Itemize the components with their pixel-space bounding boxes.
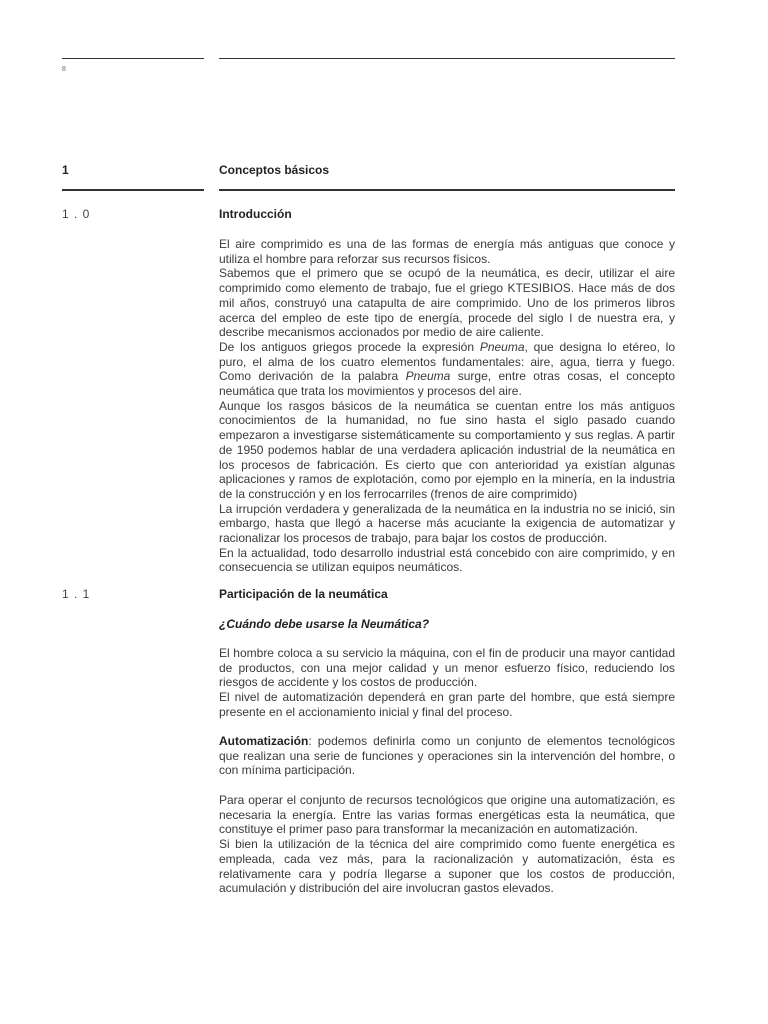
subheading: ¿Cuándo debe usarse la Neumática?: [219, 617, 430, 631]
paragraph: En la actualidad, todo desarrollo industrial está concebido con aire comprimido, y en consecuencia se utilizan equipos neumáticos.: [219, 545, 675, 575]
section-number: 1 . 1: [62, 587, 91, 601]
chapter-rule-left: [62, 189, 204, 191]
pneuma-term: Pneuma: [479, 339, 525, 354]
section-number: 1 . 0: [62, 207, 91, 221]
section-title: Participación de la neumática: [219, 587, 388, 601]
paragraph: El aire comprimido es una de las formas de energía más antiguas que conoce y utiliza el hombre para reforzar sus recursos físicos.: [219, 237, 675, 266]
section-body: [219, 793, 675, 896]
paragraph: El hombre coloca a su servicio la máquina, con el fin de producir una mayor cantidad de productos, con una mejor calidad y un menor esfuerzo físico, reduciendo los riesgos de accidente y los costos de producción.: [219, 646, 675, 690]
paragraph: El nivel de automatización dependerá en gran parte del hombre, que está siempre presente en el accionamiento inicial y final del proceso.: [219, 690, 675, 719]
chapter-title: Conceptos básicos: [219, 163, 330, 177]
pneuma-term: Pneuma: [405, 369, 451, 384]
section-title: Introducción: [219, 207, 292, 221]
paragraph: De los antiguos griegos procede la expresión Pneuma, que designa lo etéreo, lo puro, el alma de los cuatro elementos fundamentales: aire, agua, tierra y fuego. Como derivación de la palabra Pneuma surge, entre otras cosas, el concepto neumática que trata los movimientos y procesos del aire.: [219, 339, 675, 399]
paragraph: Aunque los rasgos básicos de la neumática se cuentan entre los más antiguos conocimientos de la humanidad, no fue sino hasta el siglo pasado cuando empezaron a investigarse sistemáticamente su comportamiento y sus reglas. A partir de 1950 podemos hablar de una verdadera aplicación industrial de la neumática en los procesos de fabricación. Es cierto que con anterioridad ya existían algunas aplicaciones y ramos de explotación, como por ejemplo en la minería, en la industria de la construcción y en los ferrocarriles (frenos de aire comprimido): [219, 398, 675, 501]
header-rule-left: [62, 58, 204, 59]
section-body: [219, 237, 675, 575]
paragraph: Sabemos que el primero que se ocupó de la neumática, es decir, utilizar el aire comprimido como elemento de trabajo, fue el griego KTESIBIOS. Hace más de dos mil años, construyó una catapulta de aire comprimido. Uno de los primeros libros acerca del empleo de este tipo de energía, procede del siglo I de nuestra era, y describe mecanismos accionados por medio de aire caliente.: [219, 266, 675, 340]
header-rule-right: [219, 58, 675, 59]
definition-paragraph: Automatización: podemos definirla como un conjunto de elementos tecnológicos que realizan una serie de funciones y operaciones sin la intervención del hombre, o con mínima participación.: [219, 734, 675, 778]
automatizacion-term: Automatización: [219, 734, 309, 748]
chapter-number: 1: [62, 163, 69, 177]
paragraph: Si bien la utilización de la técnica del aire comprimido como fuente energética es empleada, cada vez más, para la racionalización y automatización, ésta es relativamente cara y podría llegarse a suponer que los costos de producción, acumulación y distribución del aire involucran gastos elevados.: [219, 837, 675, 896]
paragraph: Para operar el conjunto de recursos tecnológicos que origine una automatización, es necesaria la energía. Entre las varias formas energéticas esta la neumática, que constituye el primer paso para transformar la mecanización en automatización.: [219, 793, 675, 837]
chapter-rule-right: [219, 189, 675, 191]
page-number: 8: [62, 66, 66, 73]
paragraph: La irrupción verdadera y generalizada de la neumática en la industria no se inició, sin embargo, hasta que llegó a hacerse más acuciante la exigencia de automatizar y racionalizar los procesos de trabajo, para bajar los costos de producción.: [219, 501, 675, 546]
section-body: [219, 646, 675, 720]
